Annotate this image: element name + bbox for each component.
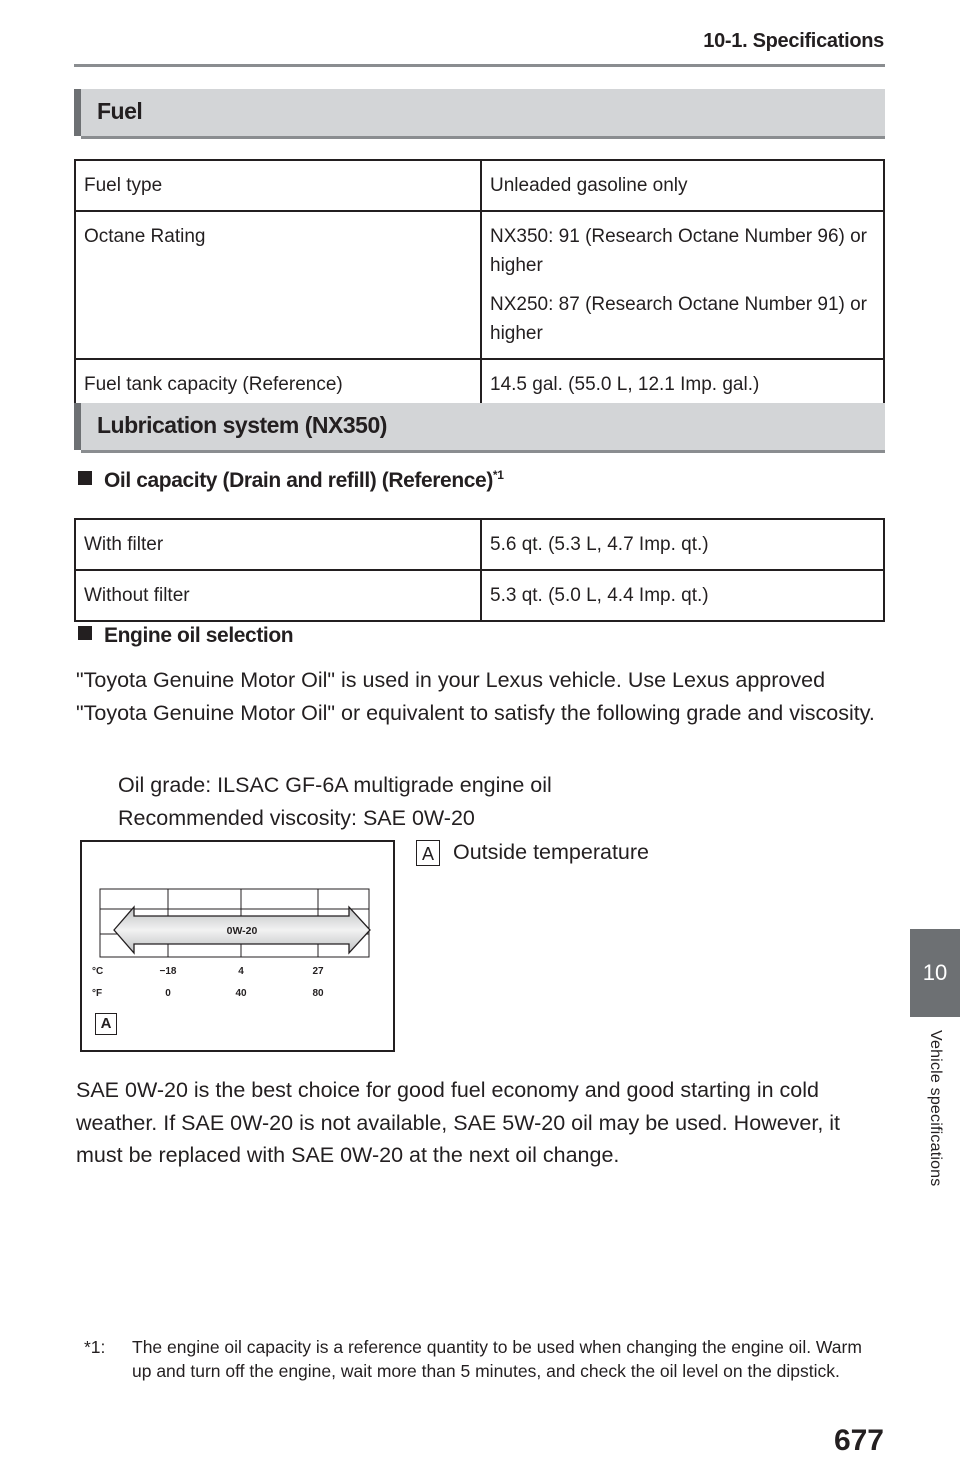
fuel-table [74,159,885,411]
lubrication-section-title: Lubrication system (NX350) [97,412,387,438]
callout-letter-a: A [416,840,440,866]
fahrenheit-unit: °F [92,988,103,999]
footnote-text: The engine oil capacity is a reference quantity to be used when changing the engine oil. Warm up and turn off the engine, wait more than 5 minutes, and check the oil level on the dipstick. [132,1337,862,1381]
table-row [75,570,884,621]
fuel-section-title: Fuel [97,98,143,124]
octane-rating-values [481,211,884,359]
oil-grade: Oil grade: ILSAC GF-6A multigrade engine oil [118,773,552,797]
with-filter-value: 5.6 qt. (5.3 L, 4.7 Imp. qt.) [481,519,884,570]
fuel-type-value: Unleaded gasoline only [481,160,884,211]
table-row [75,519,884,570]
band-label: 0W-20 [226,925,258,937]
closing-paragraph: SAE 0W-20 is the best choice for good fuel economy and good starting in cold weather. If SAE 0W-20 is not available, SAE 5W-20 oil may be used. However, it must be replaced with SAE 0W-20 at the next oil change. [76,1078,841,1167]
oil-capacity-heading: Oil capacity (Drain and refill) (Reference)$^{*1}$ [78,468,503,493]
footnote-ref: *1 [492,468,504,482]
bullet-square-icon [78,471,92,485]
recommended-viscosity: Recommended viscosity: SAE 0W-20 [118,806,475,830]
tank-capacity-label: Fuel tank capacity (Reference) [75,359,481,410]
bullet-square-icon [78,626,92,640]
celsius-unit: °C [92,966,104,977]
table-row [75,160,884,211]
fuel-type-label: Fuel type [75,160,481,211]
without-filter-label: Without filter [75,570,481,621]
fahrenheit-tick: 80 [312,988,324,999]
octane-nx350: NX350: 91 (Research Octane Number 96) or higher [490,226,868,276]
tank-capacity-value: 14.5 gal. (55.0 L, 12.1 Imp. gal.) [481,359,884,410]
celsius-tick: 27 [312,966,324,977]
octane-rating-label: Octane Rating [75,211,481,359]
chapter-label: Vehicle specifications [927,1030,944,1187]
header-title: 10-1. Specifications [703,30,884,52]
fahrenheit-tick: 0 [165,988,171,999]
fahrenheit-tick: 40 [235,988,247,999]
figure-letter-a: A [95,1013,117,1035]
chapter-tab: 10 [910,929,960,1017]
footnote [84,1335,884,1383]
callout-text: Outside temperature [453,840,649,864]
engine-oil-heading: Engine oil selection [78,624,293,648]
viscosity-chart-svg [82,842,393,1050]
footnote-mark: *1: [84,1337,106,1357]
celsius-tick: −18 [159,966,177,977]
oil-capacity-table [74,518,885,622]
table-row [75,211,884,359]
lubrication-section-bar [74,403,885,450]
octane-nx250: NX250: 87 (Research Octane Number 91) or higher [490,294,868,344]
with-filter-label: With filter [75,519,481,570]
without-filter-value: 5.3 qt. (5.0 L, 4.4 Imp. qt.) [481,570,884,621]
viscosity-temperature-chart [80,840,395,1052]
header-rule [74,64,885,67]
engine-oil-intro: "Toyota Genuine Motor Oil" is used in your Lexus vehicle. Use Lexus approved "Toyota Genuine Motor Oil" or equivalent to satisfy the following grade and viscosity. [76,668,875,725]
celsius-tick: 4 [238,966,244,977]
page-number: 677 [833,1424,884,1457]
fuel-section-bar [74,89,885,136]
